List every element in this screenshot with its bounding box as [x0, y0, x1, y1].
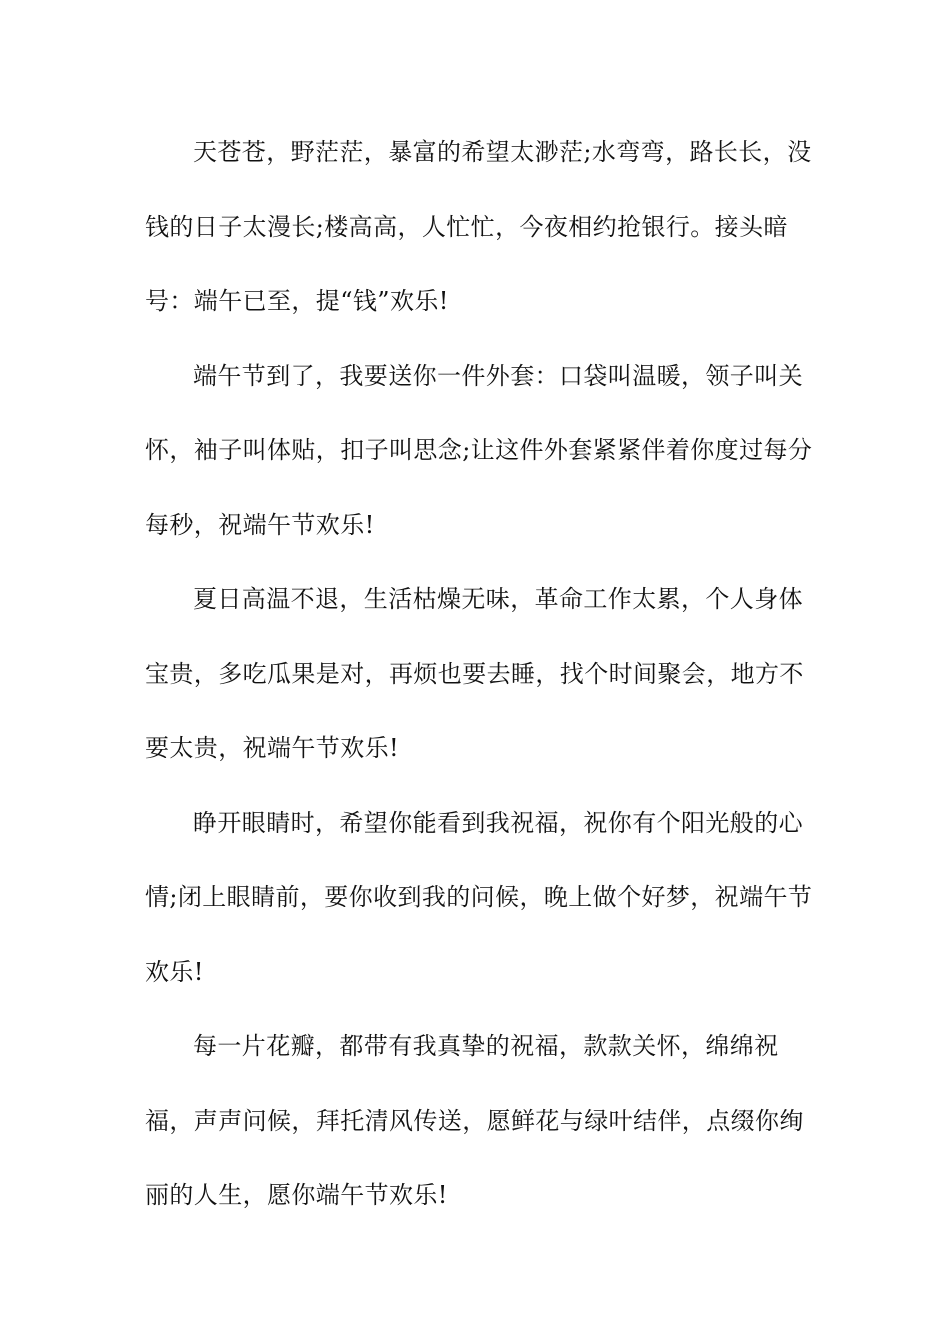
document-body [145, 115, 815, 1233]
paragraph-3: 夏日高温不退，生活枯燥无味，革命工作太累，个人身体宝贵，多吃瓜果是对，再烦也要去睡，找个时间聚会，地方不要太贵，祝端午节欢乐! [145, 585, 804, 762]
paragraph-2: 端午节到了，我要送你一件外套：口袋叫温暖，领子叫关怀，袖子叫体贴，扣子叫思念;让这件外套紧紧伴着你度过每分每秒，祝端午节欢乐! [145, 361, 813, 539]
paragraph-5: 每一片花瓣，都带有我真挚的祝福，款款关怀，绵绵祝福，声声问候，拜托清风传送，愿鲜花与绿叶结伴，点缀你绚丽的人生，愿你端午节欢乐! [145, 1032, 804, 1209]
paragraph-4: 睁开眼睛时，希望你能看到我祝福，祝你有个阳光般的心情;闭上眼睛前，要你收到我的问候，晚上做个好梦，祝端午节欢乐! [145, 808, 813, 986]
paragraph-1: 天苍苍，野茫茫，暴富的希望太渺茫;水弯弯，路长长，没钱的日子太漫长;楼高高，人忙忙，今夜相约抢银行。接头暗号：端午已至，提“钱”欢乐! [145, 138, 812, 315]
